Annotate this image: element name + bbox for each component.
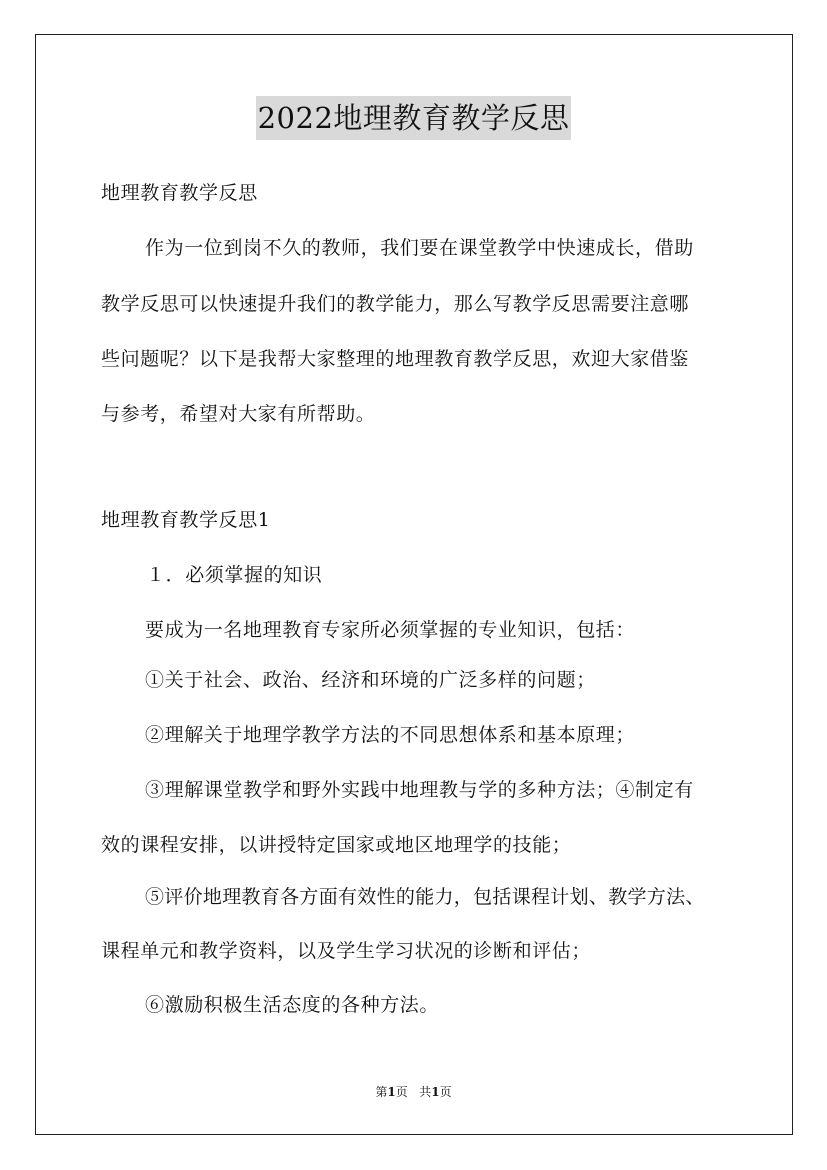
section-heading: 地理教育教学反思1	[101, 509, 271, 531]
footer-page-prefix: 第	[375, 1085, 388, 1099]
footer-total-suffix: 页	[439, 1085, 452, 1099]
body-line-4: ③理解课堂教学和野外实践中地理教与学的多种方法；④制定有	[145, 779, 694, 801]
footer-total-prefix: 共	[419, 1085, 432, 1099]
body-line-2: ①关于社会、政治、经济和环境的广泛多样的问题；	[145, 669, 596, 691]
footer-page-number: 1	[387, 1085, 396, 1099]
body-line-5: 效的课程安排，以讲授特定国家或地区地理学的技能；	[101, 834, 572, 856]
body-line-1: 要成为一名地理教育专家所必须掌握的专业知识，包括：	[145, 619, 636, 641]
page-footer	[0, 1084, 827, 1100]
intro-line-1: 作为一位到岗不久的教师，我们要在课堂教学中快速成长，借助	[145, 237, 694, 259]
intro-line-2: 教学反思可以快速提升我们的教学能力，那么写教学反思需要注意哪	[101, 293, 690, 315]
subsection-heading: １．必须掌握的知识	[146, 564, 323, 586]
footer-page-suffix: 页	[395, 1085, 408, 1099]
document-subtitle: 地理教育教学反思	[101, 182, 258, 204]
body-line-8: ⑥激励积极生活态度的各种方法。	[145, 994, 440, 1016]
title-container	[0, 96, 827, 140]
body-line-6: ⑤评价地理教育各方面有效性的能力，包括课程计划、教学方法、	[145, 886, 705, 908]
body-line-3: ②理解关于地理学教学方法的不同思想体系和基本原理；	[145, 724, 636, 746]
footer-total-pages: 1	[431, 1085, 440, 1099]
body-line-7: 课程单元和教学资料，以及学生学习状况的诊断和评估；	[101, 940, 592, 962]
intro-line-4: 与参考，希望对大家有所帮助。	[101, 403, 376, 425]
intro-line-3: 些问题呢？以下是我帮大家整理的地理教育教学反思，欢迎大家借鉴	[101, 348, 690, 370]
page-title: 2022地理教育教学反思	[256, 96, 572, 140]
